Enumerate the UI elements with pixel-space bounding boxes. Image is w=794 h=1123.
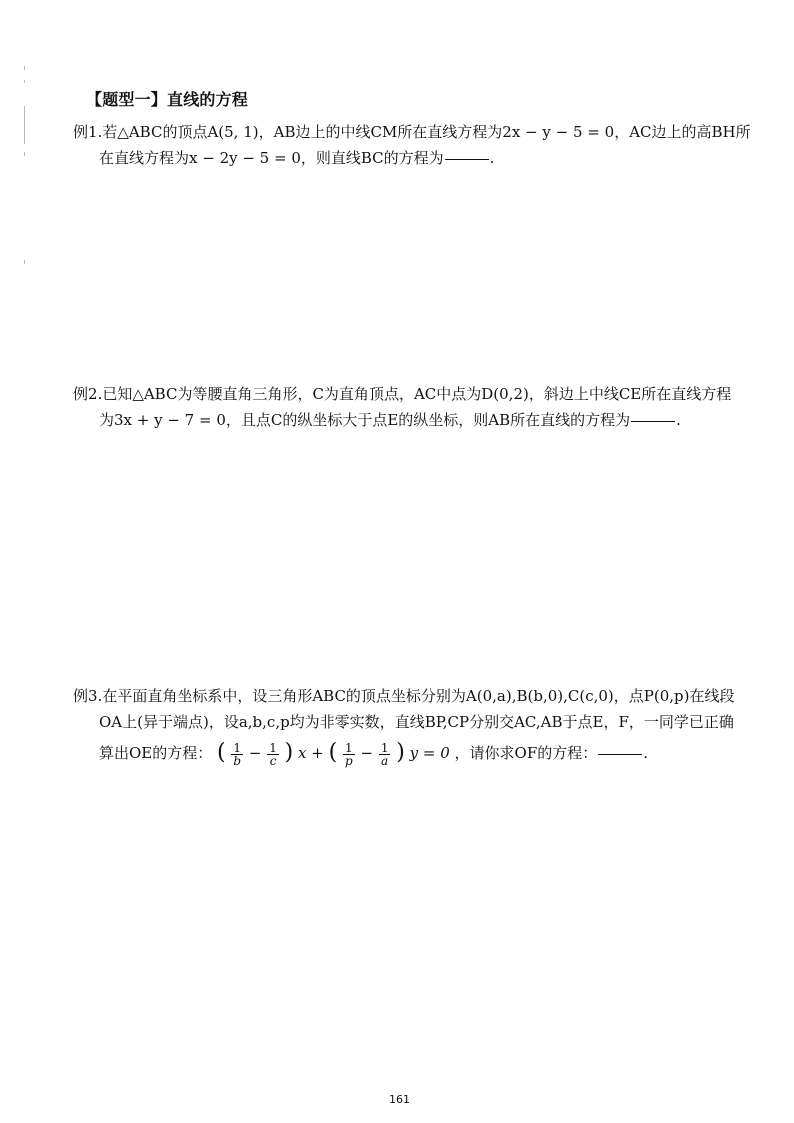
fraction-one-over-c (267, 742, 279, 767)
problem-2-line-2 (73, 407, 763, 433)
fraction-numerator: 1 (380, 740, 389, 755)
answer-blank[interactable] (598, 754, 642, 755)
fraction-one-over-a (379, 742, 391, 767)
scan-edge-mark (24, 80, 25, 83)
problem-1-line-2 (73, 145, 763, 171)
section-title: 【题型一】直线的方程 (86, 90, 249, 109)
scan-edge-mark (24, 152, 25, 156)
problem-3-number: 例3. (73, 687, 103, 705)
problem-3-text-line-3-suffix: ，请你求OF的方程： (454, 744, 598, 762)
problem-3 (73, 683, 763, 771)
fraction-denominator-c: c (269, 753, 277, 768)
problem-3-text-line-2: OA上(异于端点)，设a,b,c,p均为非零实数，直线BP,CP分别交AC,AB于点E，F，一同学已正确 (99, 713, 734, 731)
problem-2-number: 例2. (73, 385, 103, 403)
fraction-denominator-a: a (381, 753, 389, 768)
fraction-numerator: 1 (343, 742, 355, 755)
problem-3-period: . (643, 744, 649, 762)
problem-3-line-2 (73, 709, 763, 735)
problem-1-line-1 (73, 119, 763, 145)
left-parenthesis: ( (217, 740, 226, 765)
scan-edge-marks (22, 66, 28, 276)
right-parenthesis: ) (396, 740, 405, 765)
fraction-denominator-p: p (344, 753, 353, 768)
left-parenthesis: ( (328, 740, 338, 765)
scan-edge-mark (24, 106, 25, 144)
problem-1 (73, 119, 763, 171)
right-parenthesis: ) (284, 740, 294, 765)
problem-3-line-3 (73, 735, 763, 771)
problem-2-line-1 (73, 381, 763, 407)
fraction-denominator-b: b (233, 753, 242, 768)
equation-equals-zero: y = 0 (409, 744, 450, 762)
fraction-one-over-p (343, 742, 355, 767)
scan-edge-mark (24, 260, 25, 264)
problem-2 (73, 381, 763, 433)
page-number: 161 (389, 1093, 410, 1106)
scan-edge-mark (24, 66, 25, 70)
minus-sign: − (360, 744, 374, 762)
problem-1-period: . (489, 149, 495, 167)
answer-blank[interactable] (445, 159, 489, 160)
problem-2-text-line-1: 已知△ABC为等腰直角三角形，C为直角顶点，AC中点为D(0,2)，斜边上中线CE所在直线方程 (102, 385, 732, 403)
answer-blank[interactable] (631, 421, 675, 422)
problem-3-text-line-1: 在平面直角坐标系中，设三角形ABC的顶点坐标分别为A(0,a),B(b,0),C(c,0)，点P(0,p)在线段 (102, 687, 735, 705)
problem-2-text-line-2: 为3x + y − 7 = 0，且点C的纵坐标大于点E的纵坐标，则AB所在直线的方程为 (99, 411, 631, 429)
problem-3-line-1 (73, 683, 763, 709)
problem-3-text-line-3-prefix: 算出OE的方程： (99, 744, 213, 762)
variable-x: x + (298, 744, 324, 762)
fraction-one-over-b (231, 742, 243, 767)
problem-1-text-line-2: 在直线方程为x − 2y − 5 = 0，则直线BC的方程为 (99, 149, 444, 167)
problem-1-number: 例1. (73, 123, 103, 141)
problem-1-text-line-1: 若△ABC的顶点A(5, 1)，AB边上的中线CM所在直线方程为2x − y − 5 = 0，AC边上的高BH所 (102, 123, 751, 141)
minus-sign: − (248, 744, 262, 762)
fraction-numerator: 1 (269, 740, 277, 755)
fraction-numerator: 1 (231, 742, 243, 755)
problem-2-period: . (676, 411, 681, 429)
